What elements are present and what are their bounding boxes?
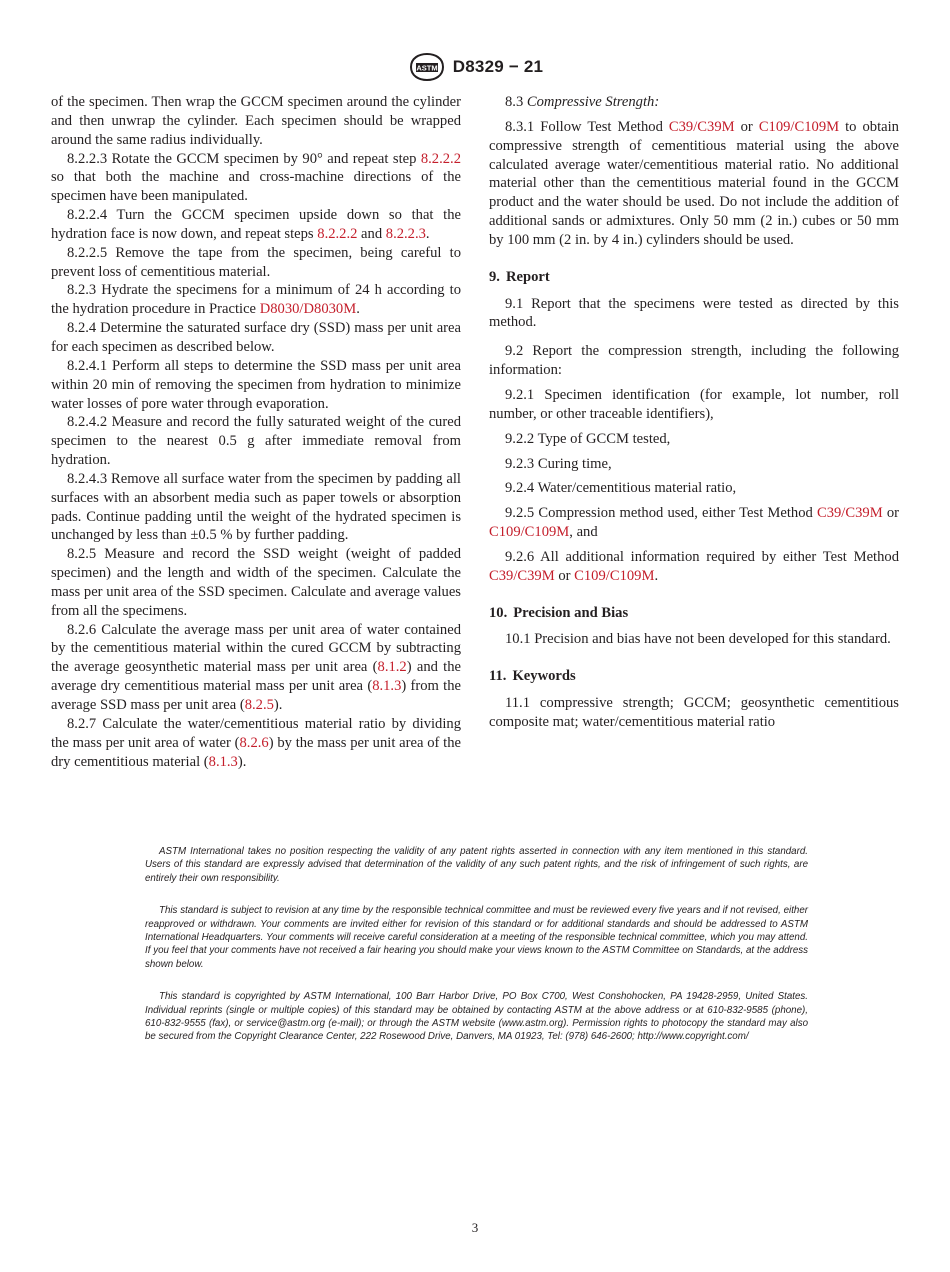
section-heading-keywords: 11. Keywords [489, 668, 576, 685]
section-heading-report: 9. Report [489, 268, 550, 285]
ref-link-c39[interactable]: C39/C39M [489, 567, 555, 584]
ref-link-d8030[interactable]: D8030/D8030M [259, 301, 357, 318]
footer-patent-notice: ASTM International takes no position respecting the validity of any patent rights asserted in connection with any item mentioned in this standard. Users of this standard are expressly advised that determination of the validity of any such patent rights, and the risk of infringement of such rights, are entirely their own responsibility. [145, 846, 808, 884]
paragraph-9-2-3: 9.2.3 Curing time, [505, 455, 612, 472]
paragraph-11-1: 11.1 compressive strength; GCCM; geosynthetic cementitious composite mat; water/cementitious material ratio [489, 695, 899, 730]
paragraph-8-2-4: 8.2.4 Determine the saturated surface dry (SSD) mass per unit area for each specimen as described below. [51, 320, 461, 355]
standard-designation: D8329 − 21 [452, 57, 544, 76]
paragraph-8-3-1: 8.3.1 Follow Test Method C39/C39M or C109/C109M to obtain compressive strength of cementitious material using the above calculated average water/cementitious material ratio. No additional material other than the cementitious material found in the GCCM product and the water should be used. Do not include the addition of additional sands or admixtures. Only 50 mm (2 in.) cubes or 50 mm by 100 mm (2 in. by 4 in.) cylinders should be used. [489, 118, 899, 248]
paragraph-8-2-5: 8.2.5 Measure and record the SSD weight (weight of padded specimen) and the length and width of the specimen. Calculate the mass per unit area of the SSD specimen. Calculate and average values from all the specimens. [51, 546, 461, 619]
paragraph-8-2-7: 8.2.7 Calculate the water/cementitious material ratio by dividing the mass per unit area of water (8.2.6) by the mass per unit area of the dry cementitious material (8.1.3). [51, 715, 461, 770]
left-column [51, 93, 461, 771]
ref-link-8-2-5[interactable]: 8.2.5 [244, 697, 274, 713]
paragraph-9-2-2: 9.2.2 Type of GCCM tested, [505, 430, 671, 447]
page-header [0, 52, 950, 82]
ref-link-c109[interactable]: C109/C109M [758, 118, 840, 135]
paragraph-8-2-6: 8.2.6 Calculate the average mass per unit area of water contained by the cementitious material within the cured GCCM by subtracting the average geosynthetic material mass per unit area (8.1.2) and the average dry cementitious material mass per unit area (8.1.3) from the average SSD mass per unit area (8.2.5). [51, 621, 462, 713]
ref-link-8-1-3[interactable]: 8.1.3 [372, 678, 402, 695]
copyright-footer [145, 845, 808, 1063]
paragraph-8-2-3: 8.2.3 Hydrate the specimens for a minimum of 24 h according to the hydration procedure in Practice D8030/D8030M. [51, 282, 461, 318]
section-heading-precision-and-bias: 10. Precision and Bias [489, 604, 629, 621]
paragraph-9-2-6: 9.2.6 All additional information required by either Test Method C39/C39M or C109/C109M. [489, 548, 899, 584]
paragraph-9-2-4: 9.2.4 Water/cementitious material ratio, [505, 480, 737, 497]
ref-link-8-2-2-2[interactable]: 8.2.2.2 [317, 225, 358, 242]
paragraph-8-2-2-3: 8.2.2.3 Rotate the GCCM specimen by 90° and repeat step 8.2.2.2 so that both the machine and cross-machine directions of the specimen have been manipulated. [51, 150, 461, 205]
ref-link-8-2-2-3[interactable]: 8.2.2.3 [385, 225, 426, 242]
paragraph-9-1: 9.1 Report that the specimens were tested as directed by this method. [489, 295, 899, 331]
ref-link-c39[interactable]: C39/C39M [816, 505, 883, 522]
section-8-3-heading: 8.3 Compressive Strength: [505, 94, 660, 110]
footer-copyright-notice: This standard is copyrighted by ASTM International, 100 Barr Harbor Drive, PO Box C700, West Conshohocken, PA 19428-2959, United States. Individual reprints (single or multiple copies) of this standard may be obtained by contacting ASTM at the above address or at 610-832-9585 (phone), 610-832-9555 (fax), or service@astm.org (e-mail); or through the ASTM website (www.astm.org). Permission rights to photocopy the standard may also be secured from the Copyright Clearance Center, 222 Rosewood Drive, Danvers, MA 01923, Tel: (978) 646-2600; http://www.copyright.com/ [145, 991, 808, 1043]
ref-link-c39[interactable]: C39/C39M [668, 118, 735, 135]
ref-link-8-2-6[interactable]: 8.2.6 [239, 734, 269, 751]
ref-link-c109[interactable]: C109/C109M [574, 567, 655, 584]
astm-logo-icon [407, 52, 447, 82]
ref-link-8-1-2[interactable]: 8.1.2 [377, 659, 407, 676]
logo-text: ASTM [416, 63, 438, 73]
paragraph-9-2: 9.2 Report the compression strength, including the following information: [489, 343, 899, 379]
paragraph-continuation: of the specimen. Then wrap the GCCM specimen around the cylinder and then unwrap the cylinder. Each specimen should be wrapped around the same radius individually. [51, 94, 461, 148]
ref-link-8-1-3[interactable]: 8.1.3 [208, 753, 238, 770]
paragraph-9-2-5: 9.2.5 Compression method used, either Test Method C39/C39M or C109/C109M, and [489, 505, 899, 541]
right-column [489, 93, 899, 732]
ref-link-8-2-2-2[interactable]: 8.2.2.2 [420, 150, 461, 167]
paragraph-9-2-1: 9.2.1 Specimen identification (for example, lot number, roll number, or other traceable identifiers), [489, 386, 899, 422]
paragraph-10-1: 10.1 Precision and bias have not been developed for this standard. [505, 631, 891, 648]
paragraph-8-2-4-2: 8.2.4.2 Measure and record the fully saturated weight of the cured specimen to the nearest 0.5 g after immediate removal from hydration. [51, 414, 461, 469]
ref-link-c109[interactable]: C109/C109M [489, 524, 570, 541]
paragraph-8-2-4-3: 8.2.4.3 Remove all surface water from the specimen by padding all surfaces with an absorbent media such as paper towels or absorption pads. Continue padding until the weight of the hydrated specimen is unchanged by less than ±0.5 % by further padding. [51, 470, 461, 544]
footer-revision-notice: This standard is subject to revision at any time by the responsible technical committee and must be reviewed every five years and if not revised, either reapproved or withdrawn. Your comments are invited either for revision of this standard or for additional standards and should be addressed to ASTM International Headquarters. Your comments will receive careful consideration at a meeting of the responsible technical committee, which you may attend. If you feel that your comments have not received a fair hearing you should make your views known to the ASTM Committee on Standards, at the address shown below. [145, 905, 808, 970]
paragraph-8-2-2-4: 8.2.2.4 Turn the GCCM specimen upside down so that the hydration face is now down, and repeat steps 8.2.2.2 and 8.2.2.3. [51, 207, 461, 242]
paragraph-8-2-4-1: 8.2.4.1 Perform all steps to determine the SSD mass per unit area within 20 min of removing the specimen from hydration to minimize water losses of pore water through evaporation. [51, 357, 461, 412]
paragraph-8-2-2-5: 8.2.2.5 Remove the tape from the specimen, being careful to prevent loss of cementitious material. [51, 244, 461, 280]
page-number: 3 [471, 1220, 479, 1235]
